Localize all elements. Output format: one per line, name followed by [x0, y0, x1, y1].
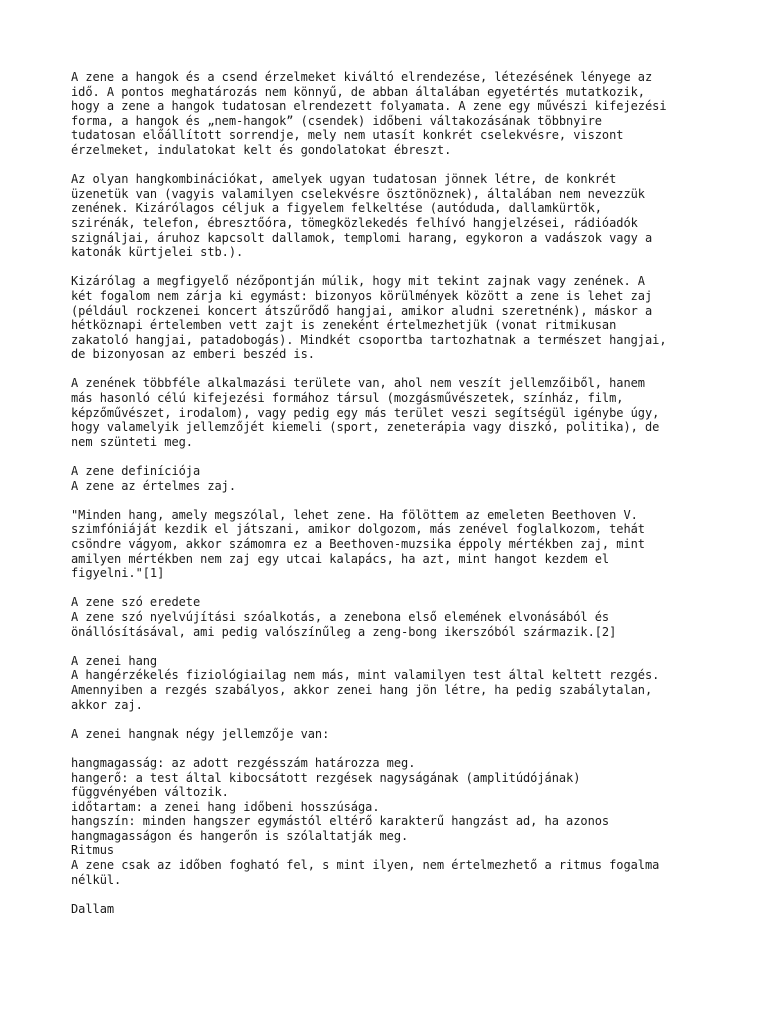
text-line: szignáljai, áruhoz kapcsolt dallamok, templomi harang, egykoron a vadászok vagy a: [71, 230, 653, 245]
text-line: Dallam: [71, 901, 115, 916]
text-line: Az olyan hangkombinációkat, amelyek ugyan tudatosan jönnek létre, de konkrét: [71, 172, 617, 187]
text-line: két fogalom nem zárja ki egymást: bizonyos körülmények között a zene is lehet zaj: [71, 288, 653, 303]
paragraph: [71, 756, 761, 887]
text-line: katonák kürtjelei stb.).: [71, 245, 244, 260]
text-line: A zene csak az időben fogható fel, s mint ilyen, nem értelmezhető a ritmus fogalma: [71, 858, 660, 873]
text-line: időtartam: a zenei hang időbeni hosszúsága.: [71, 799, 380, 814]
text-line: akkor zaj.: [71, 697, 143, 712]
paragraph: [71, 508, 761, 581]
text-line: zakatoló hangjai, patadobogás). Mindkét csoportba tartozhatnak a természet hangjai,: [71, 332, 667, 347]
text-line: érzelmeket, indulatokat kelt és gondolatokat ébreszt.: [71, 142, 452, 157]
text-line: amilyen mértékben nem zaj egy utcai kalapács, ha azt, mint hangot kezdem el: [71, 551, 610, 566]
text-line: hogy a zene a hangok tudatosan elrendezett folyamata. A zene egy művészi kifejezési: [71, 99, 667, 114]
paragraph: [71, 376, 761, 449]
paragraph: [71, 902, 761, 917]
text-line: zenének. Kizárólagos céljuk a figyelem felkeltése (autóduda, dallamkürtök,: [71, 201, 602, 216]
text-line: szimfóniáját kezdik el játszani, amikor dolgozom, más zenével foglalkozom, tehát: [71, 522, 645, 537]
paragraph: [71, 595, 761, 639]
text-line: üzenetük van (vagyis valamilyen cselekvésre ösztönöznek), általában nem nevezzük: [71, 186, 645, 201]
text-line: tudatosan előállított sorrendje, mely nem utasít konkrét cselekvésre, viszont: [71, 128, 624, 143]
text-line: Kizárólag a megfigyelő nézőpontján múlik, hogy mit tekint zajnak vagy zenének. A: [71, 274, 645, 289]
text-line: A zene a hangok és a csend érzelmeket kiváltó elrendezése, létezésének lényege az: [71, 70, 653, 84]
text-line: (például rockzenei koncert átszűrődő hangjai, amikor aludni szeretnénk), máskor a: [71, 303, 653, 318]
text-line: A zene az értelmes zaj.: [71, 478, 237, 493]
text-line: "Minden hang, amely megszólal, lehet zene. Ha fölöttem az emeleten Beethoven V.: [71, 507, 638, 522]
text-line: hangmagasságon és hangerőn is szólaltatják meg.: [71, 828, 409, 843]
text-line: hangszín: minden hangszer egymástól eltérő karakterű hangzást ad, ha azonos: [71, 814, 610, 829]
text-line: nem szünteti meg.: [71, 434, 193, 449]
text-line: csöndre vágyom, akkor számomra ez a Beethoven-muzsika éppoly mértékben zaj, mint: [71, 537, 645, 551]
text-line: de bizonyosan az emberi beszéd is.: [71, 347, 315, 362]
paragraph: [71, 172, 761, 260]
text-line: A zenei hang: [71, 653, 158, 668]
paragraph: [71, 727, 761, 742]
text-line: hangerő: a test által kibocsátott rezgések nagyságának (amplitúdójának): [71, 770, 581, 785]
paragraph: [71, 274, 761, 362]
paragraph: [71, 464, 761, 493]
text-line: hangmagasság: az adott rezgésszám határozza meg.: [71, 755, 416, 770]
text-line: önállósításával, ami pedig valószínűleg a zeng-bong ikerszóból származik.[2]: [71, 624, 617, 639]
text-line: hogy valamelyik jellemzőjét kiemeli (sport, zeneterápia vagy diszkó, politika), de: [71, 420, 660, 435]
paragraph: [71, 70, 761, 158]
text-line: képzőművészet, irodalom), vagy pedig egy más terület veszi segítségül igénybe úgy,: [71, 405, 660, 420]
text-line: A hangérzékelés fiziológiailag nem más, mint valamilyen test által keltett rezgés.: [71, 668, 660, 683]
text-line: Ritmus: [71, 843, 115, 858]
text-line: A zene szó eredete: [71, 595, 201, 610]
text-line: A zenének többféle alkalmazási területe van, ahol nem veszít jellemzőiből, hanem: [71, 376, 645, 391]
paragraph: [71, 654, 761, 712]
text-line: nélkül.: [71, 872, 122, 887]
text-line: A zene definíciója: [71, 464, 201, 479]
text-line: más hasonló célú kifejezési formához társul (mozgásművészetek, színház, film,: [71, 391, 624, 406]
text-line: szirénák, telefon, ébresztőóra, tömegközlekedés felhívó hangjelzései, rádióadók: [71, 215, 638, 230]
text-line: forma, a hangok és „nem-hangok” (csendek) időbeni váltakozásának többnyire: [71, 113, 602, 128]
text-line: hétköznapi értelemben vett zajt is zeneként értelmezhetjük (vonat ritmikusan: [71, 318, 617, 333]
document-page: [71, 70, 761, 931]
text-line: függvényében változik.: [71, 785, 229, 800]
text-line: A zenei hangnak négy jellemzője van:: [71, 726, 330, 741]
text-line: figyelni."[1]: [71, 566, 165, 581]
text-line: A zene szó nyelvújítási szóalkotás, a zenebona első elemének elvonásából és: [71, 609, 610, 624]
text-line: idő. A pontos meghatározás nem könnyű, de abban általában egyetértés mutatkozik,: [71, 84, 645, 99]
text-line: Amennyiben a rezgés szabályos, akkor zenei hang jön létre, ha pedig szabálytalan,: [71, 682, 653, 697]
